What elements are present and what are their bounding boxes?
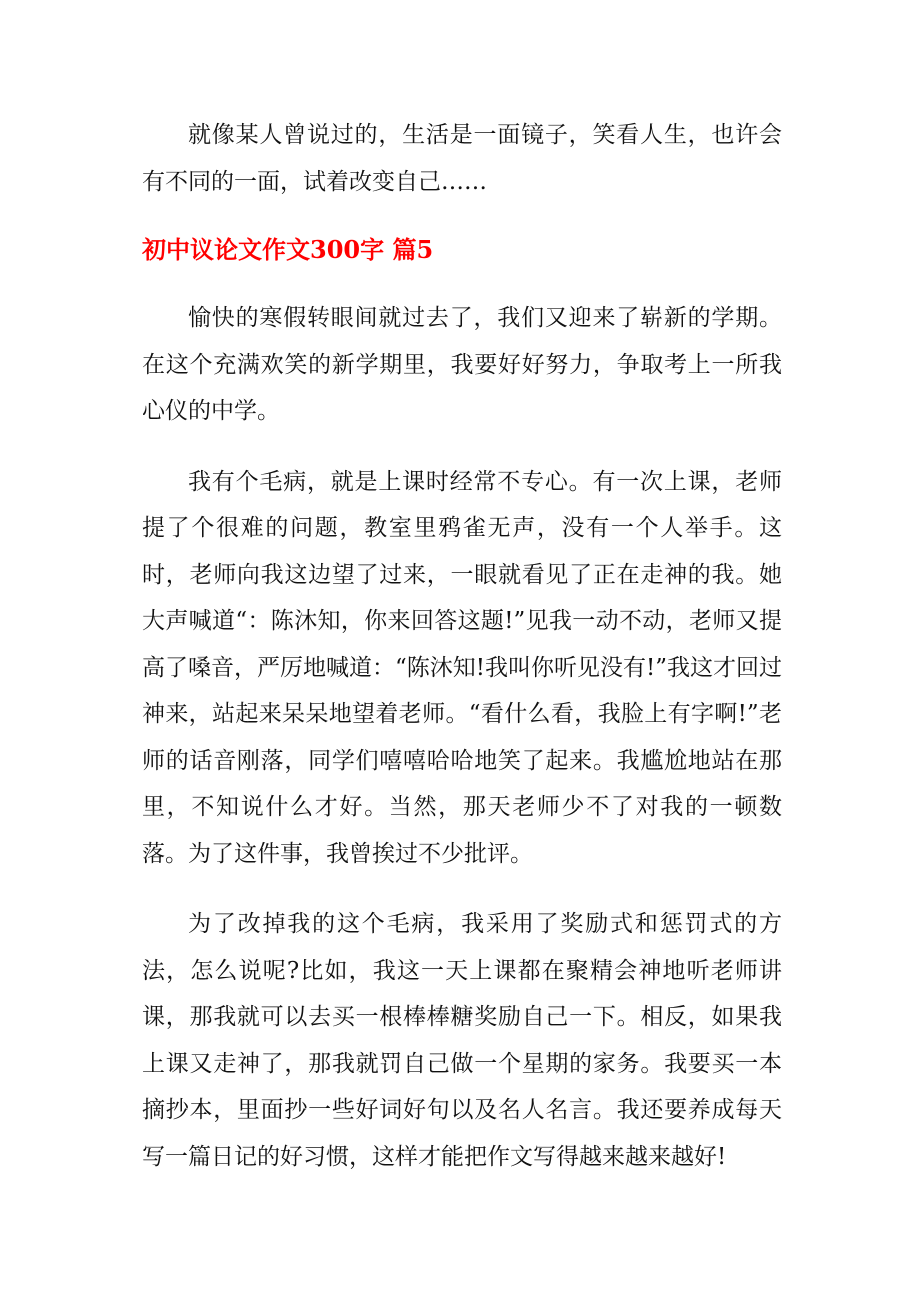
body-paragraph-3: 为了改掉我的这个毛病，我采用了奖励式和惩罚式的方法，怎么说呢?比如，我这一天上课都在聚精会神地听老师讲课，那我就可以去买一根棒棒糖奖励自己一下。相反，如果我上课又走神了，那我就罚自己做一个星期的家务。我要买一本摘抄本，里面抄一些好词好句以及名人名言。我还要养成每天写一篇日记的好习惯，这样才能把作文写得越来越来越好! bbox=[142, 911, 782, 1170]
article-title: 初中议论文作文300字 篇5 bbox=[142, 235, 434, 264]
body-paragraph-2: 我有个毛病，就是上课时经常不专心。有一次上课，老师提了个很难的问题，教室里鸦雀无声，没有一个人举手。这时，老师向我这边望了过来，一眼就看见了正在走神的我。她大声喊道“：陈沐知，你来回答这题!”见我一动不动，老师又提高了嗓音，严厉地喊道：“陈沐知!我叫你听见没有!”我这才回过神来，站起来呆呆地望着老师。“看什么看，我脸上有字啊!”老师的话音刚落，同学们嘻嘻哈哈地笑了起来。我尴尬地站在那里，不知说什么才好。当然，那天老师少不了对我的一顿数落。为了这件事，我曾挨过不少批评。 bbox=[142, 468, 783, 867]
body-paragraph-1: 愉快的寒假转眼间就过去了，我们又迎来了崭新的学期。在这个充满欢笑的新学期里，我要好好努力，争取考上一所我心仪的中学。 bbox=[142, 305, 782, 424]
intro-paragraph: 就像某人曾说过的，生活是一面镜子，笑看人生，也许会有不同的一面，试着改变自己…… bbox=[142, 122, 782, 195]
document-page bbox=[142, 112, 782, 1180]
